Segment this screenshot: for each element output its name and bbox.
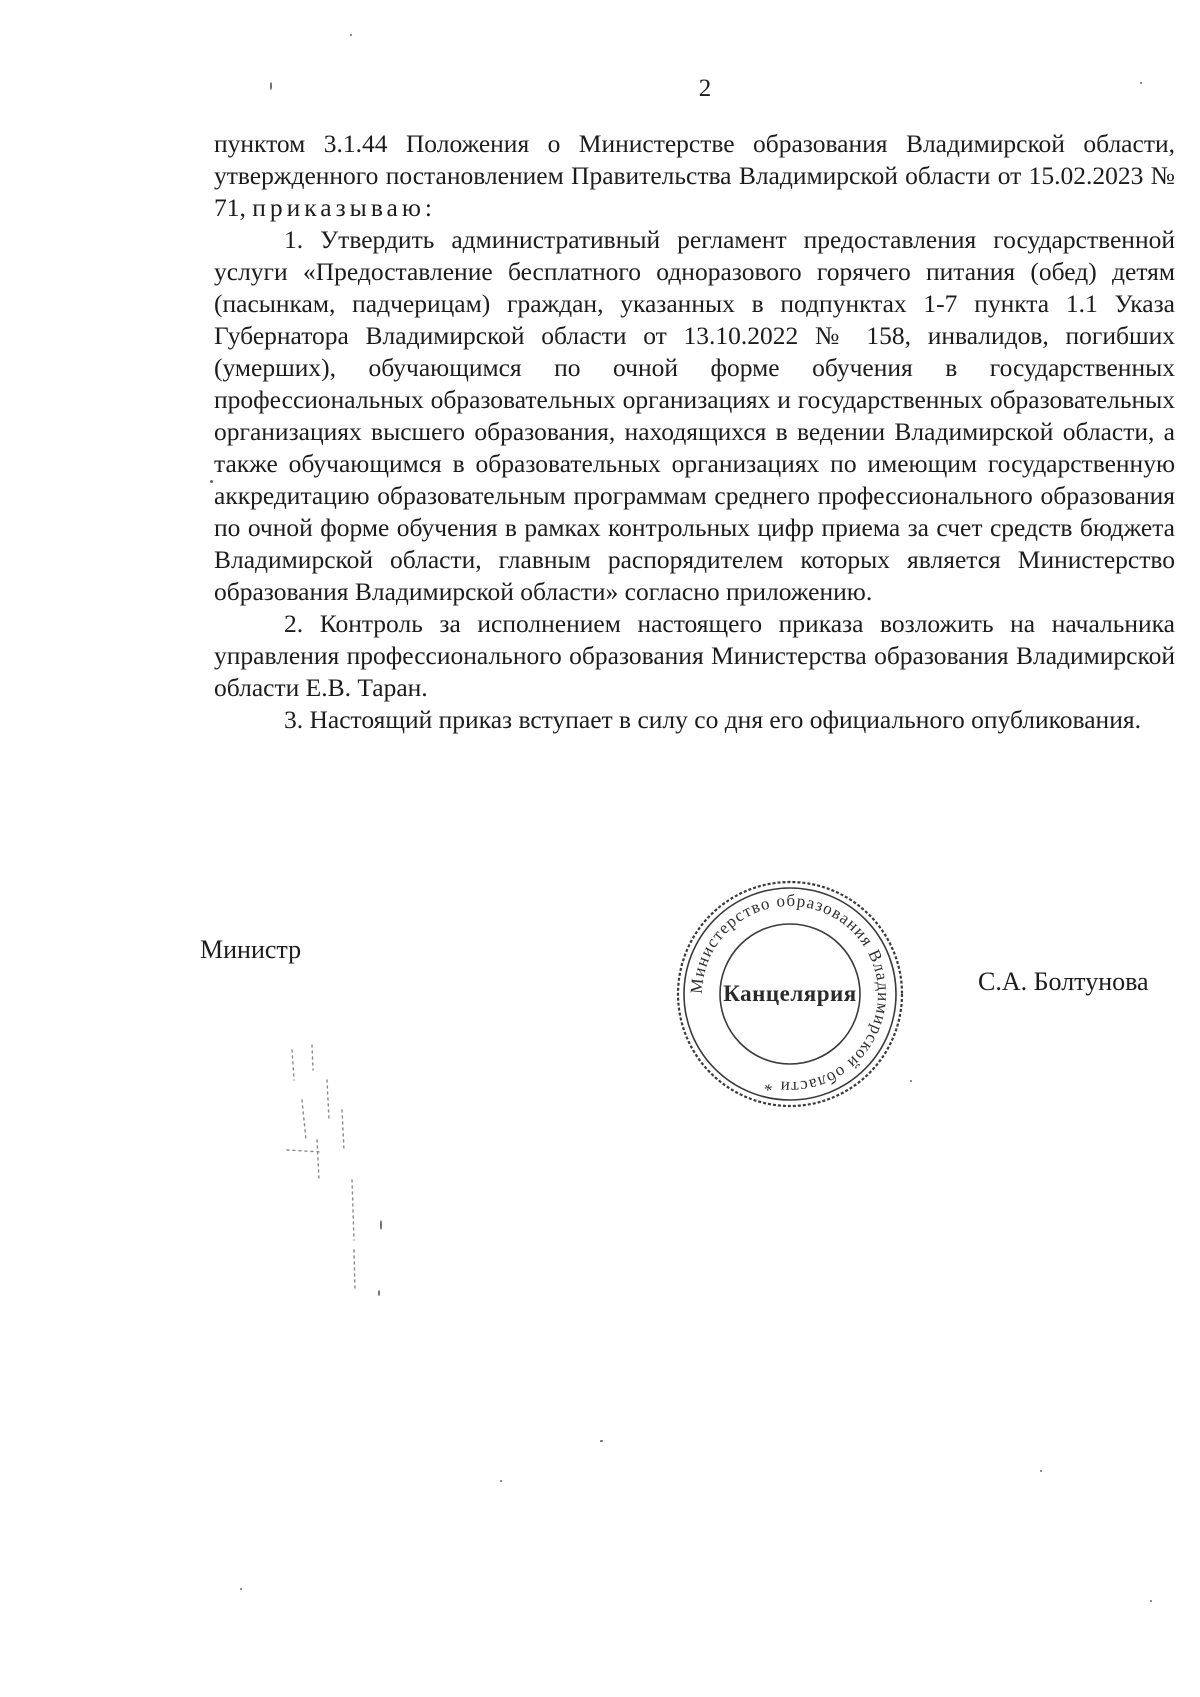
stamp-ring-text: Министерство образования Владимирской области *	[686, 890, 894, 1098]
scan-speck	[1150, 1600, 1152, 1602]
signatory-role: Министр	[200, 935, 302, 964]
scan-speck	[240, 1588, 242, 1590]
scan-speck	[378, 1290, 380, 1296]
scan-speck	[270, 82, 272, 90]
signatory-name: С.А. Болтунова	[978, 967, 1149, 996]
scan-speck	[910, 1080, 912, 1082]
stamp-center-text: Канцелярия	[723, 981, 857, 1006]
scan-speck	[1140, 82, 1142, 84]
scan-speck	[500, 1480, 502, 1482]
scan-speck	[210, 480, 213, 483]
page-number: 2	[698, 75, 712, 102]
intro-paragraph	[214, 128, 1175, 224]
order-item-3: 3. Настоящий приказ вступает в силу со дня его официального опубликования.	[284, 705, 1141, 734]
faint-signature-marks	[272, 1040, 392, 1300]
scan-speck	[350, 34, 352, 36]
scan-speck	[600, 1440, 603, 1442]
official-stamp	[672, 876, 908, 1112]
intro-text: пунктом 3.1.44 Положения о Министерстве образования Владимирской области, утвержденного постановлением Правительства Владимирской области от 15.02.2023 № 71,	[214, 129, 1175, 222]
order-item-2: 2. Контроль за исполнением настоящего приказа возложить на начальника управления профессионального образования Министерства образования Владимирской области Е.В. Таран.	[214, 609, 1175, 702]
order-item-1: 1. Утвердить административный регламент предоставления государственной услуги «Предоставление бесплатного одноразового горячего питания (обед) детям (пасынкам, падчерицам) граждан, указанных в подпунктах 1-7 пункта 1.1 Указа Губернатора Владимирской области от 13.10.2022 № 158, инвалидов, погибших (умерших), обучающимся по очной форме обучения в государственных профессиональных образовательных организациях и государственных образовательных организациях высшего образования, находящихся в ведении Владимирской области, а также обучающимся в образовательных организациях по имеющим государственную аккредитацию образовательным программам среднего профессионального образования по очной форме обучения в рамках контрольных цифр приема за счет средств бюджета Владимирской области, главным распорядителем которых является Министерство образования Владимирской области» согласно приложению.	[214, 225, 1175, 606]
scan-speck	[380, 1220, 382, 1230]
scan-speck	[1040, 1470, 1042, 1472]
order-body	[214, 128, 1175, 736]
order-word: приказываю:	[252, 193, 436, 222]
